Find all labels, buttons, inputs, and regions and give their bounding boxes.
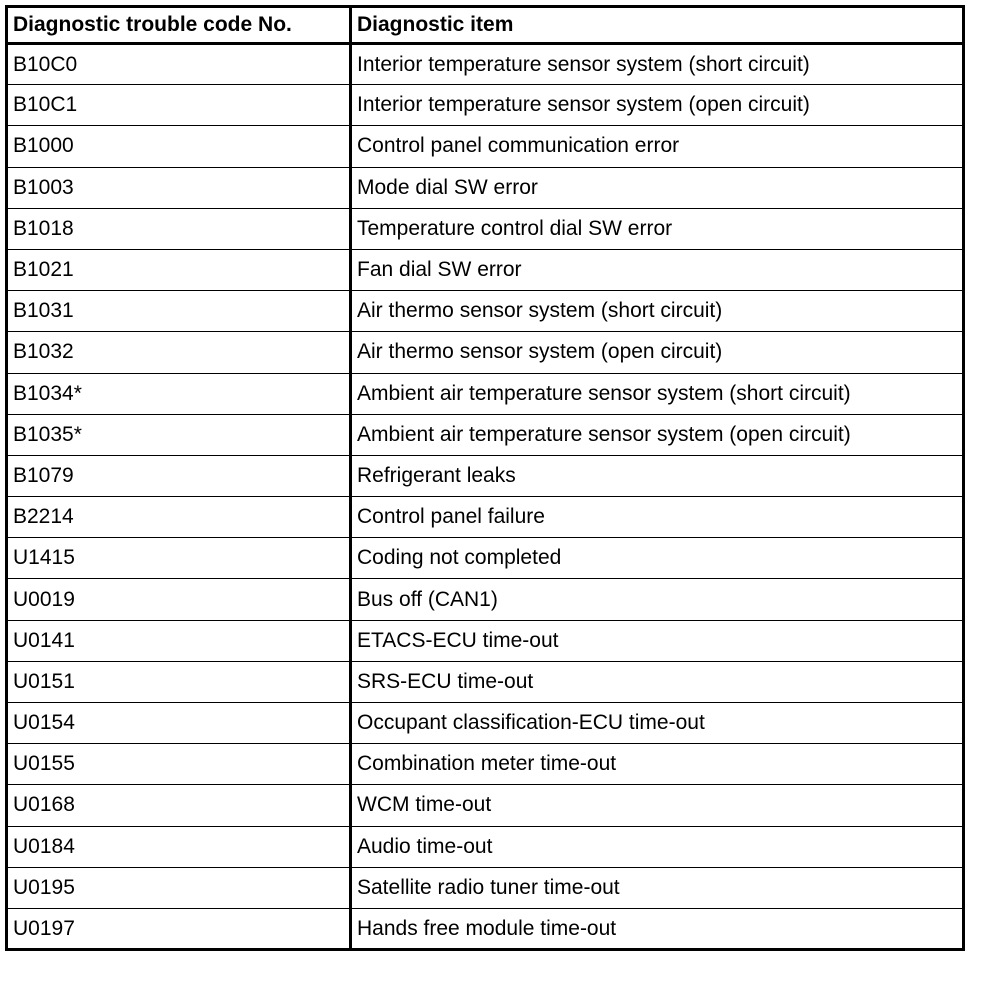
table-row [7, 126, 964, 167]
table-row [7, 373, 964, 414]
diagnostic-item-cell: Interior temperature sensor system (short circuit) [351, 44, 964, 85]
diagnostic-item-cell: SRS-ECU time-out [351, 661, 964, 702]
table-row [7, 208, 964, 249]
diagnostic-item-cell: Mode dial SW error [351, 167, 964, 208]
diagnostic-trouble-code-table [5, 5, 965, 951]
table-row [7, 455, 964, 496]
diagnostic-item-cell: WCM time-out [351, 785, 964, 826]
table-row [7, 414, 964, 455]
dtc-code-cell: U0141 [7, 620, 351, 661]
dtc-code-cell: B1034* [7, 373, 351, 414]
diagnostic-item-cell: Hands free module time-out [351, 908, 964, 949]
dtc-code-cell: B2214 [7, 497, 351, 538]
dtc-code-cell: U0184 [7, 826, 351, 867]
diagnostic-item-cell: Ambient air temperature sensor system (open circuit) [351, 414, 964, 455]
dtc-code-cell: B1079 [7, 455, 351, 496]
table-row [7, 785, 964, 826]
diagnostic-item-cell: Air thermo sensor system (open circuit) [351, 332, 964, 373]
dtc-code-cell: U0197 [7, 908, 351, 949]
table-row [7, 703, 964, 744]
dtc-code-cell: U0195 [7, 867, 351, 908]
dtc-code-cell: B1018 [7, 208, 351, 249]
diagnostic-item-cell: Control panel communication error [351, 126, 964, 167]
dtc-code-cell: U0168 [7, 785, 351, 826]
diagnostic-item-cell: Satellite radio tuner time-out [351, 867, 964, 908]
diagnostic-item-cell: Occupant classification-ECU time-out [351, 703, 964, 744]
table-row [7, 167, 964, 208]
table-body [7, 44, 964, 950]
dtc-code-cell: U0019 [7, 579, 351, 620]
table-row [7, 908, 964, 949]
diagnostic-item-cell: Fan dial SW error [351, 249, 964, 290]
dtc-code-cell: B1031 [7, 291, 351, 332]
dtc-code-cell: U0151 [7, 661, 351, 702]
diagnostic-item-cell: Control panel failure [351, 497, 964, 538]
table-row [7, 826, 964, 867]
dtc-code-cell: U0154 [7, 703, 351, 744]
header-code: Diagnostic trouble code No. [7, 7, 351, 44]
table-row [7, 579, 964, 620]
table-row [7, 744, 964, 785]
dtc-code-cell: B1000 [7, 126, 351, 167]
diagnostic-item-cell: Coding not completed [351, 538, 964, 579]
table-row [7, 291, 964, 332]
diagnostic-item-cell: ETACS-ECU time-out [351, 620, 964, 661]
dtc-code-cell: U0155 [7, 744, 351, 785]
diagnostic-item-cell: Audio time-out [351, 826, 964, 867]
diagnostic-item-cell: Combination meter time-out [351, 744, 964, 785]
dtc-code-cell: B1032 [7, 332, 351, 373]
diagnostic-item-cell: Bus off (CAN1) [351, 579, 964, 620]
diagnostic-item-cell: Air thermo sensor system (short circuit) [351, 291, 964, 332]
table-row [7, 44, 964, 85]
dtc-code-cell: B1035* [7, 414, 351, 455]
table-row [7, 85, 964, 126]
dtc-code-cell: B1003 [7, 167, 351, 208]
table-row [7, 249, 964, 290]
table-header [7, 7, 964, 44]
diagnostic-item-cell: Ambient air temperature sensor system (short circuit) [351, 373, 964, 414]
table-row [7, 620, 964, 661]
diagnostic-item-cell: Interior temperature sensor system (open circuit) [351, 85, 964, 126]
dtc-code-cell: B10C0 [7, 44, 351, 85]
header-row [7, 7, 964, 44]
dtc-code-cell: B10C1 [7, 85, 351, 126]
table-row [7, 661, 964, 702]
diagnostic-item-cell: Temperature control dial SW error [351, 208, 964, 249]
dtc-code-cell: B1021 [7, 249, 351, 290]
diagnostic-item-cell: Refrigerant leaks [351, 455, 964, 496]
table-row [7, 332, 964, 373]
table-row [7, 497, 964, 538]
header-item: Diagnostic item [351, 7, 964, 44]
table-row [7, 538, 964, 579]
table-row [7, 867, 964, 908]
dtc-code-cell: U1415 [7, 538, 351, 579]
